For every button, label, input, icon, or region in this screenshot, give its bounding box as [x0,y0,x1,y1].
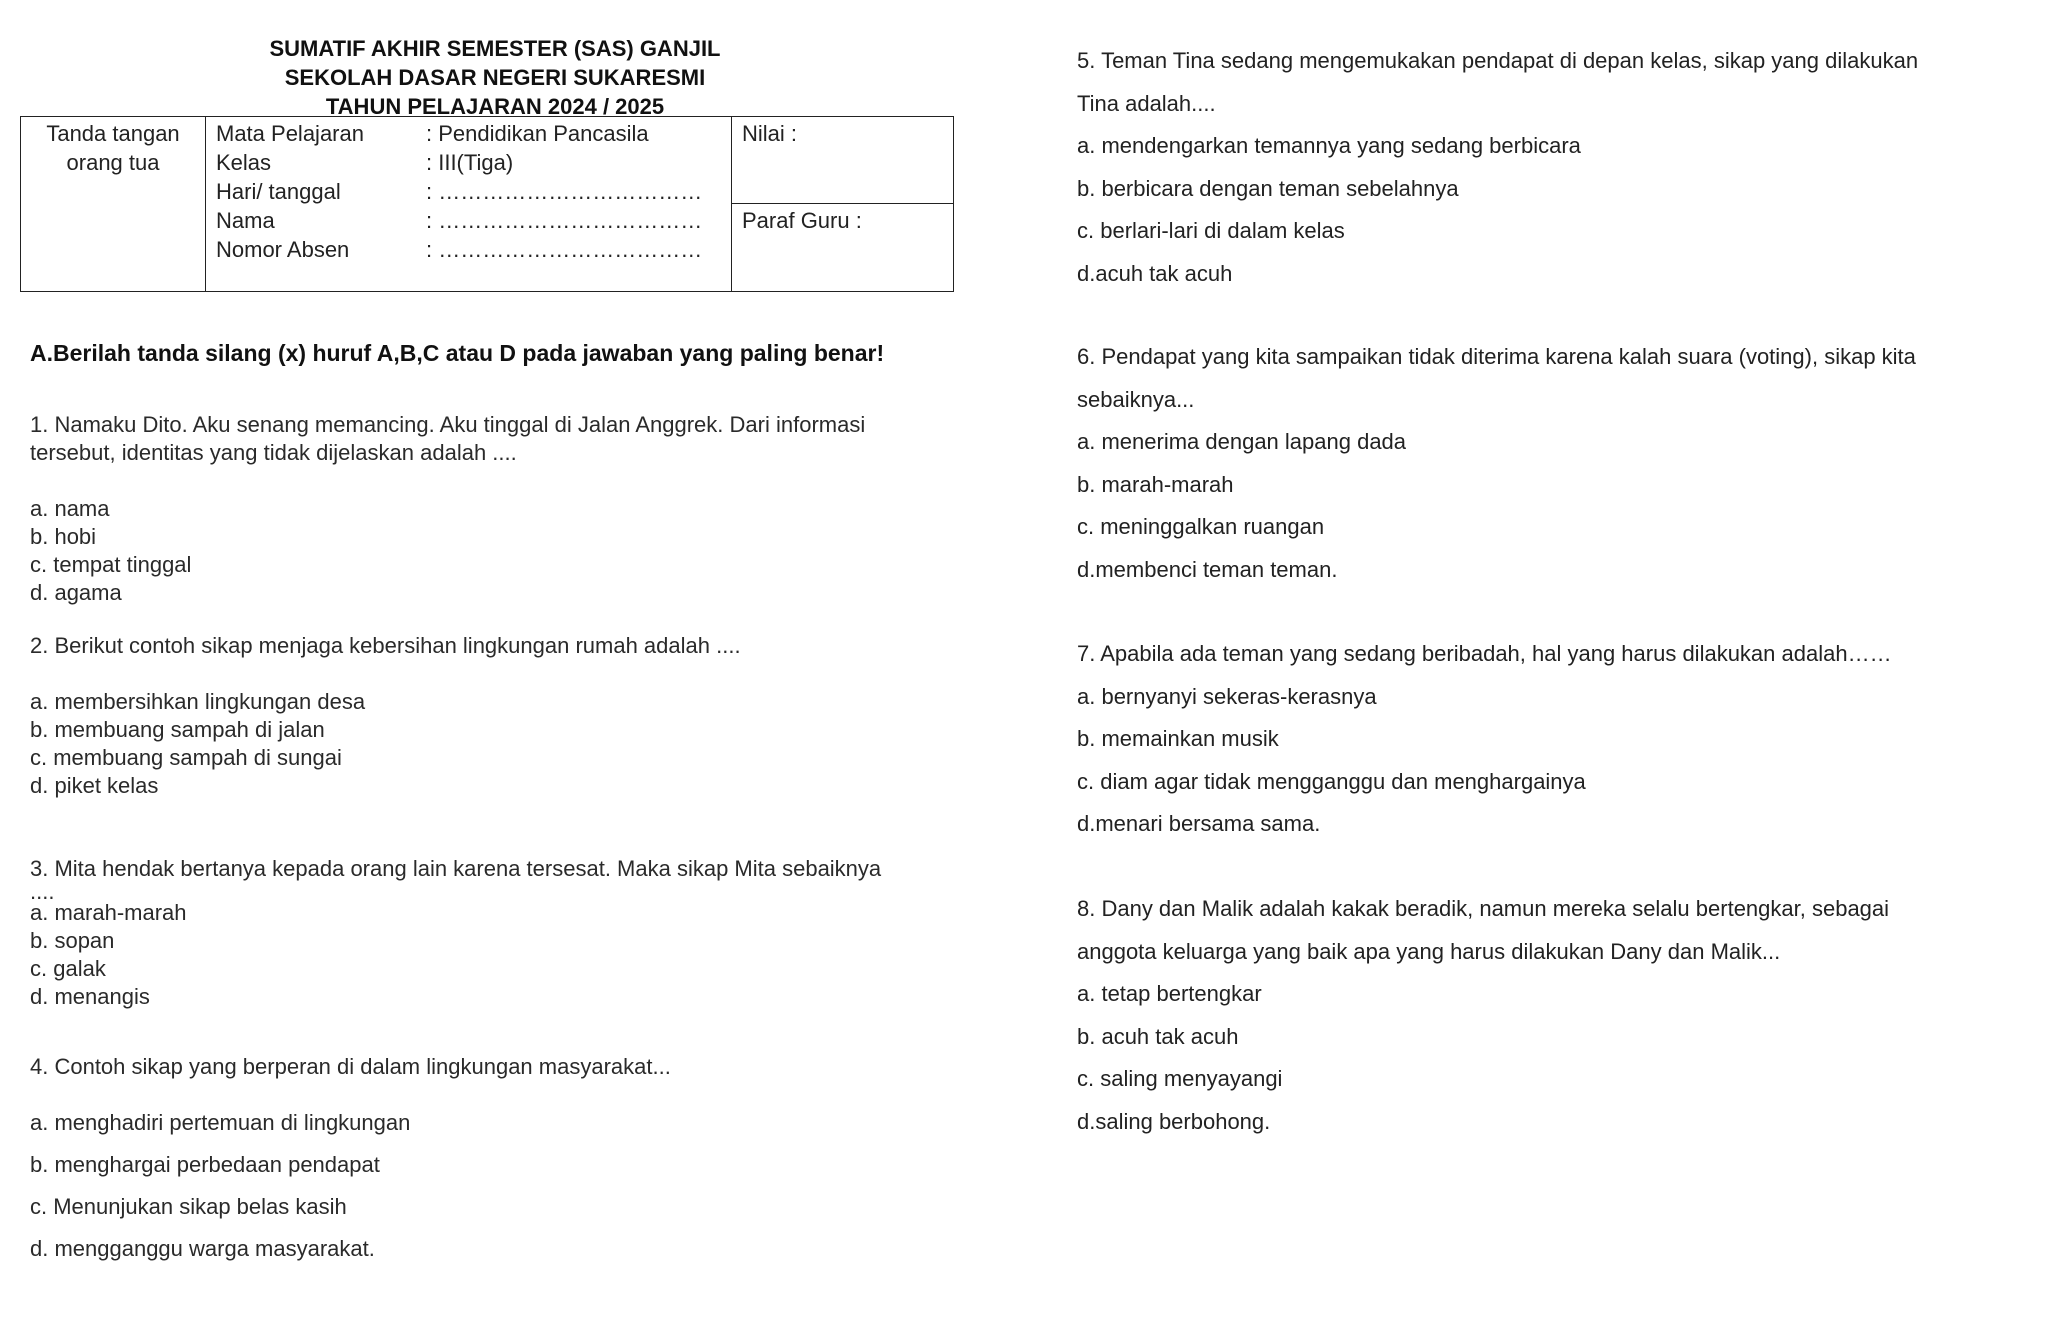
field-absence-number[interactable] [216,235,731,264]
teacher-signature-cell[interactable] [732,204,954,292]
question-3 [30,855,881,1011]
question-6-stem-line-1: 6. Pendapat yang kita sampaikan tidak diterima karena kalah suara (voting), sikap kita [1077,344,1916,369]
question-1-option-c[interactable]: c. tempat tinggal [30,552,192,577]
parent-signature-label-1: Tanda tangan [46,121,180,146]
exam-title-block [20,34,970,121]
school-name: SEKOLAH DASAR NEGERI SUKARESMI [284,65,706,90]
question-7-option-b[interactable]: b. memainkan musik [1077,726,1279,751]
field-absence-number-label: Nomor Absen [216,237,350,262]
question-8-option-b[interactable]: b. acuh tak acuh [1077,1023,1239,1049]
question-6-option-a[interactable]: a. menerima dengan lapang dada [1077,429,1407,454]
field-absence-number-input[interactable]: : ……………………………… [426,237,703,262]
question-1-option-d[interactable]: d. agama [30,580,122,605]
question-8-option-a[interactable]: a. tetap bertengkar [1077,981,1262,1006]
question-3-option-d[interactable]: d. menangis [30,984,150,1009]
question-1-option-b[interactable]: b. hobi [30,524,97,549]
field-name[interactable] [216,206,731,235]
question-2 [30,632,741,800]
section-instruction: A.Berilah tanda silang (x) huruf A,B,C atau D pada jawaban yang paling benar! [30,340,885,366]
question-7-option-c[interactable]: c. diam agar tidak mengganggu dan menghargainya [1077,768,1586,794]
question-2-option-d[interactable]: d. piket kelas [30,773,159,798]
question-5-option-c[interactable]: c. berlari-lari di dalam kelas [1077,218,1345,243]
question-8-option-d[interactable]: d.saling berbohong. [1077,1108,1271,1134]
question-2-stem: 2. Berikut contoh sikap menjaga kebersihan lingkungan rumah adalah .... [30,633,741,658]
field-date[interactable] [216,177,731,206]
field-class [216,148,731,177]
question-6-option-d[interactable]: d.membenci teman teman. [1077,556,1338,582]
score-cell[interactable] [732,117,954,204]
question-5 [1077,40,2037,295]
question-8-option-c[interactable]: c. saling menyayangi [1077,1066,1283,1091]
question-4-option-d[interactable]: d. mengganggu warga masyarakat. [30,1236,375,1261]
score-label: Nilai : [742,121,798,146]
question-1-stem-line-2: tersebut, identitas yang tidak dijelaskan adalah .... [30,440,517,465]
field-subject-label: Mata Pelajaran [216,121,364,146]
field-date-input[interactable]: : ……………………………… [426,179,703,204]
question-3-option-a[interactable]: a. marah-marah [30,900,187,925]
question-4-stem: 4. Contoh sikap yang berperan di dalam lingkungan masyarakat... [30,1054,671,1079]
academic-year: TAHUN PELAJARAN 2024 / 2025 [325,94,665,119]
field-class-label: Kelas [216,150,272,175]
question-8-stem-line-2: anggota keluarga yang baik apa yang harus dilakukan Dany dan Malik... [1077,938,1781,964]
question-6-stem-line-2: sebaiknya... [1077,386,1195,412]
exam-title: SUMATIF AKHIR SEMESTER (SAS) GANJIL [269,36,721,61]
question-4-option-b[interactable]: b. menghargai perbedaan pendapat [30,1152,380,1177]
field-name-label: Nama [216,208,275,233]
student-identity-table [20,116,954,292]
question-2-option-c[interactable]: c. membuang sampah di sungai [30,745,342,770]
question-6-option-b[interactable]: b. marah-marah [1077,471,1234,497]
question-3-stem-line-1: 3. Mita hendak bertanya kepada orang lain karena tersesat. Maka sikap Mita sebaiknya [30,856,882,881]
question-1 [30,411,865,607]
question-1-option-a[interactable]: a. nama [30,496,110,521]
question-3-option-c[interactable]: c. galak [30,956,106,981]
question-8 [1077,888,2037,1143]
question-2-option-b[interactable]: b. membuang sampah di jalan [30,717,325,742]
question-5-option-d[interactable]: d.acuh tak acuh [1077,260,1233,286]
question-5-option-a[interactable]: a. mendengarkan temannya yang sedang berbicara [1077,133,1581,158]
question-4-option-c[interactable]: c. Menunjukan sikap belas kasih [30,1194,347,1219]
question-6 [1077,336,2037,591]
question-7 [1077,633,2037,846]
field-class-value: : III(Tiga) [426,150,514,175]
field-subject [216,119,731,148]
question-2-option-a[interactable]: a. membersihkan lingkungan desa [30,689,366,714]
question-7-option-d[interactable]: d.menari bersama sama. [1077,811,1321,836]
question-8-stem-line-1: 8. Dany dan Malik adalah kakak beradik, namun mereka selalu bertengkar, sebagai [1077,896,1890,921]
question-5-option-b[interactable]: b. berbicara dengan teman sebelahnya [1077,175,1459,201]
parent-signature-cell[interactable] [21,117,206,292]
question-5-stem-line-1: 5. Teman Tina sedang mengemukakan pendapat di depan kelas, sikap yang dilakukan [1077,48,1919,73]
field-subject-value: : Pendidikan Pancasila [426,121,649,146]
question-1-stem-line-1: 1. Namaku Dito. Aku senang memancing. Aku tinggal di Jalan Anggrek. Dari informasi [30,412,866,437]
question-4 [30,1046,671,1270]
teacher-signature-label: Paraf Guru : [742,208,862,233]
parent-signature-label-2: orang tua [66,150,160,175]
question-5-stem-line-2: Tina adalah.... [1077,90,1216,116]
question-7-option-a[interactable]: a. bernyanyi sekeras-kerasnya [1077,683,1377,709]
field-date-label: Hari/ tanggal [216,179,341,204]
question-6-option-c[interactable]: c. meninggalkan ruangan [1077,514,1325,539]
question-3-stem-line-2: .... [30,879,55,904]
question-7-stem: 7. Apabila ada teman yang sedang beribadah, hal yang harus dilakukan adalah…… [1077,641,1892,666]
question-4-option-a[interactable]: a. menghadiri pertemuan di lingkungan [30,1110,411,1135]
field-name-input[interactable]: : ……………………………… [426,208,703,233]
student-fields-cell [206,117,732,292]
question-3-option-b[interactable]: b. sopan [30,928,115,953]
